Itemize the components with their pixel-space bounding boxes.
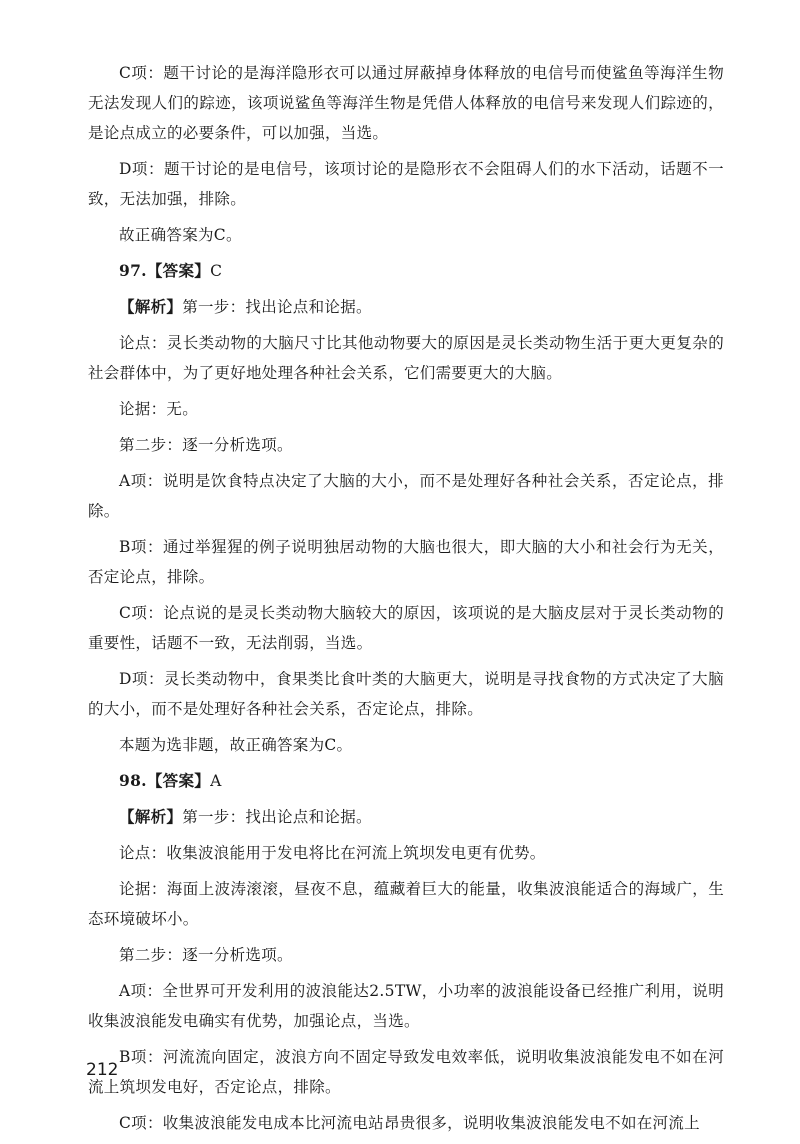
paragraph: C项：题干讨论的是海洋隐形衣可以通过屏蔽掉身体释放的电信号而使鲨鱼等海洋生物无法发现人们的踪迹，该项说鲨鱼等海洋生物是凭借人体释放的电信号来发现人们踪迹的，是论点成立的必要条件，可以加强，当选。 (88, 64, 724, 142)
analysis-heading: 【解析】第一步：找出论点和论据。 (119, 807, 372, 826)
paragraph: B项：河流流向固定，波浪方向不固定导致发电效率低，说明收集波浪能发电不如在河流上筑坝发电好，否定论点，排除。 (88, 1048, 724, 1096)
paragraph: B项：通过举猩猩的例子说明独居动物的大脑也很大，即大脑的大小和社会行为无关，否定论点，排除。 (88, 538, 724, 586)
paragraph: A项：全世界可开发利用的波浪能达2.5TW，小功率的波浪能设备已经推广利用，说明收集波浪能发电确实有优势，加强论点，当选。 (88, 982, 724, 1030)
paragraph: 第二步：逐一分析选项。 (119, 946, 293, 964)
paragraph: D项：灵长类动物中，食果类比食叶类的大脑更大，说明是寻找食物的方式决定了大脑的大小，而不是处理好各种社会关系，否定论点，排除。 (88, 670, 724, 718)
paragraph: 论点：收集波浪能用于发电将比在河流上筑坝发电更有优势。 (119, 844, 546, 862)
paragraph: 故正确答案为C。 (119, 226, 242, 244)
paragraph: 第二步：逐一分析选项。 (119, 436, 293, 454)
paragraph: C项：收集波浪能发电成本比河流电站昂贵很多，说明收集波浪能发电不如在河流上 (119, 1114, 700, 1132)
analysis-heading: 【解析】第一步：找出论点和论据。 (119, 297, 372, 316)
document-body (88, 58, 724, 1144)
page-number: 212 (86, 1060, 119, 1080)
paragraph: A项：说明是饮食特点决定了大脑的大小，而不是处理好各种社会关系，否定论点，排除。 (88, 472, 724, 520)
answer-heading: 98.【答案】A (119, 771, 222, 790)
paragraph: 本题为选非题，故正确答案为C。 (119, 736, 353, 754)
answer-heading: 97.【答案】C (119, 261, 223, 280)
paragraph: 论点：灵长类动物的大脑尺寸比其他动物要大的原因是灵长类动物生活于更大更复杂的社会群体中，为了更好地处理各种社会关系，它们需要更大的大脑。 (88, 334, 724, 382)
paragraph: 论据：海面上波涛滚滚，昼夜不息，蕴藏着巨大的能量，收集波浪能适合的海域广，生态环境破坏小。 (88, 880, 724, 928)
paragraph: C项：论点说的是灵长类动物大脑较大的原因，该项说的是大脑皮层对于灵长类动物的重要性，话题不一致，无法削弱，当选。 (88, 604, 724, 652)
paragraph: 论据：无。 (119, 400, 199, 418)
paragraph: D项：题干讨论的是电信号，该项讨论的是隐形衣不会阻碍人们的水下活动，话题不一致，无法加强，排除。 (88, 160, 724, 208)
